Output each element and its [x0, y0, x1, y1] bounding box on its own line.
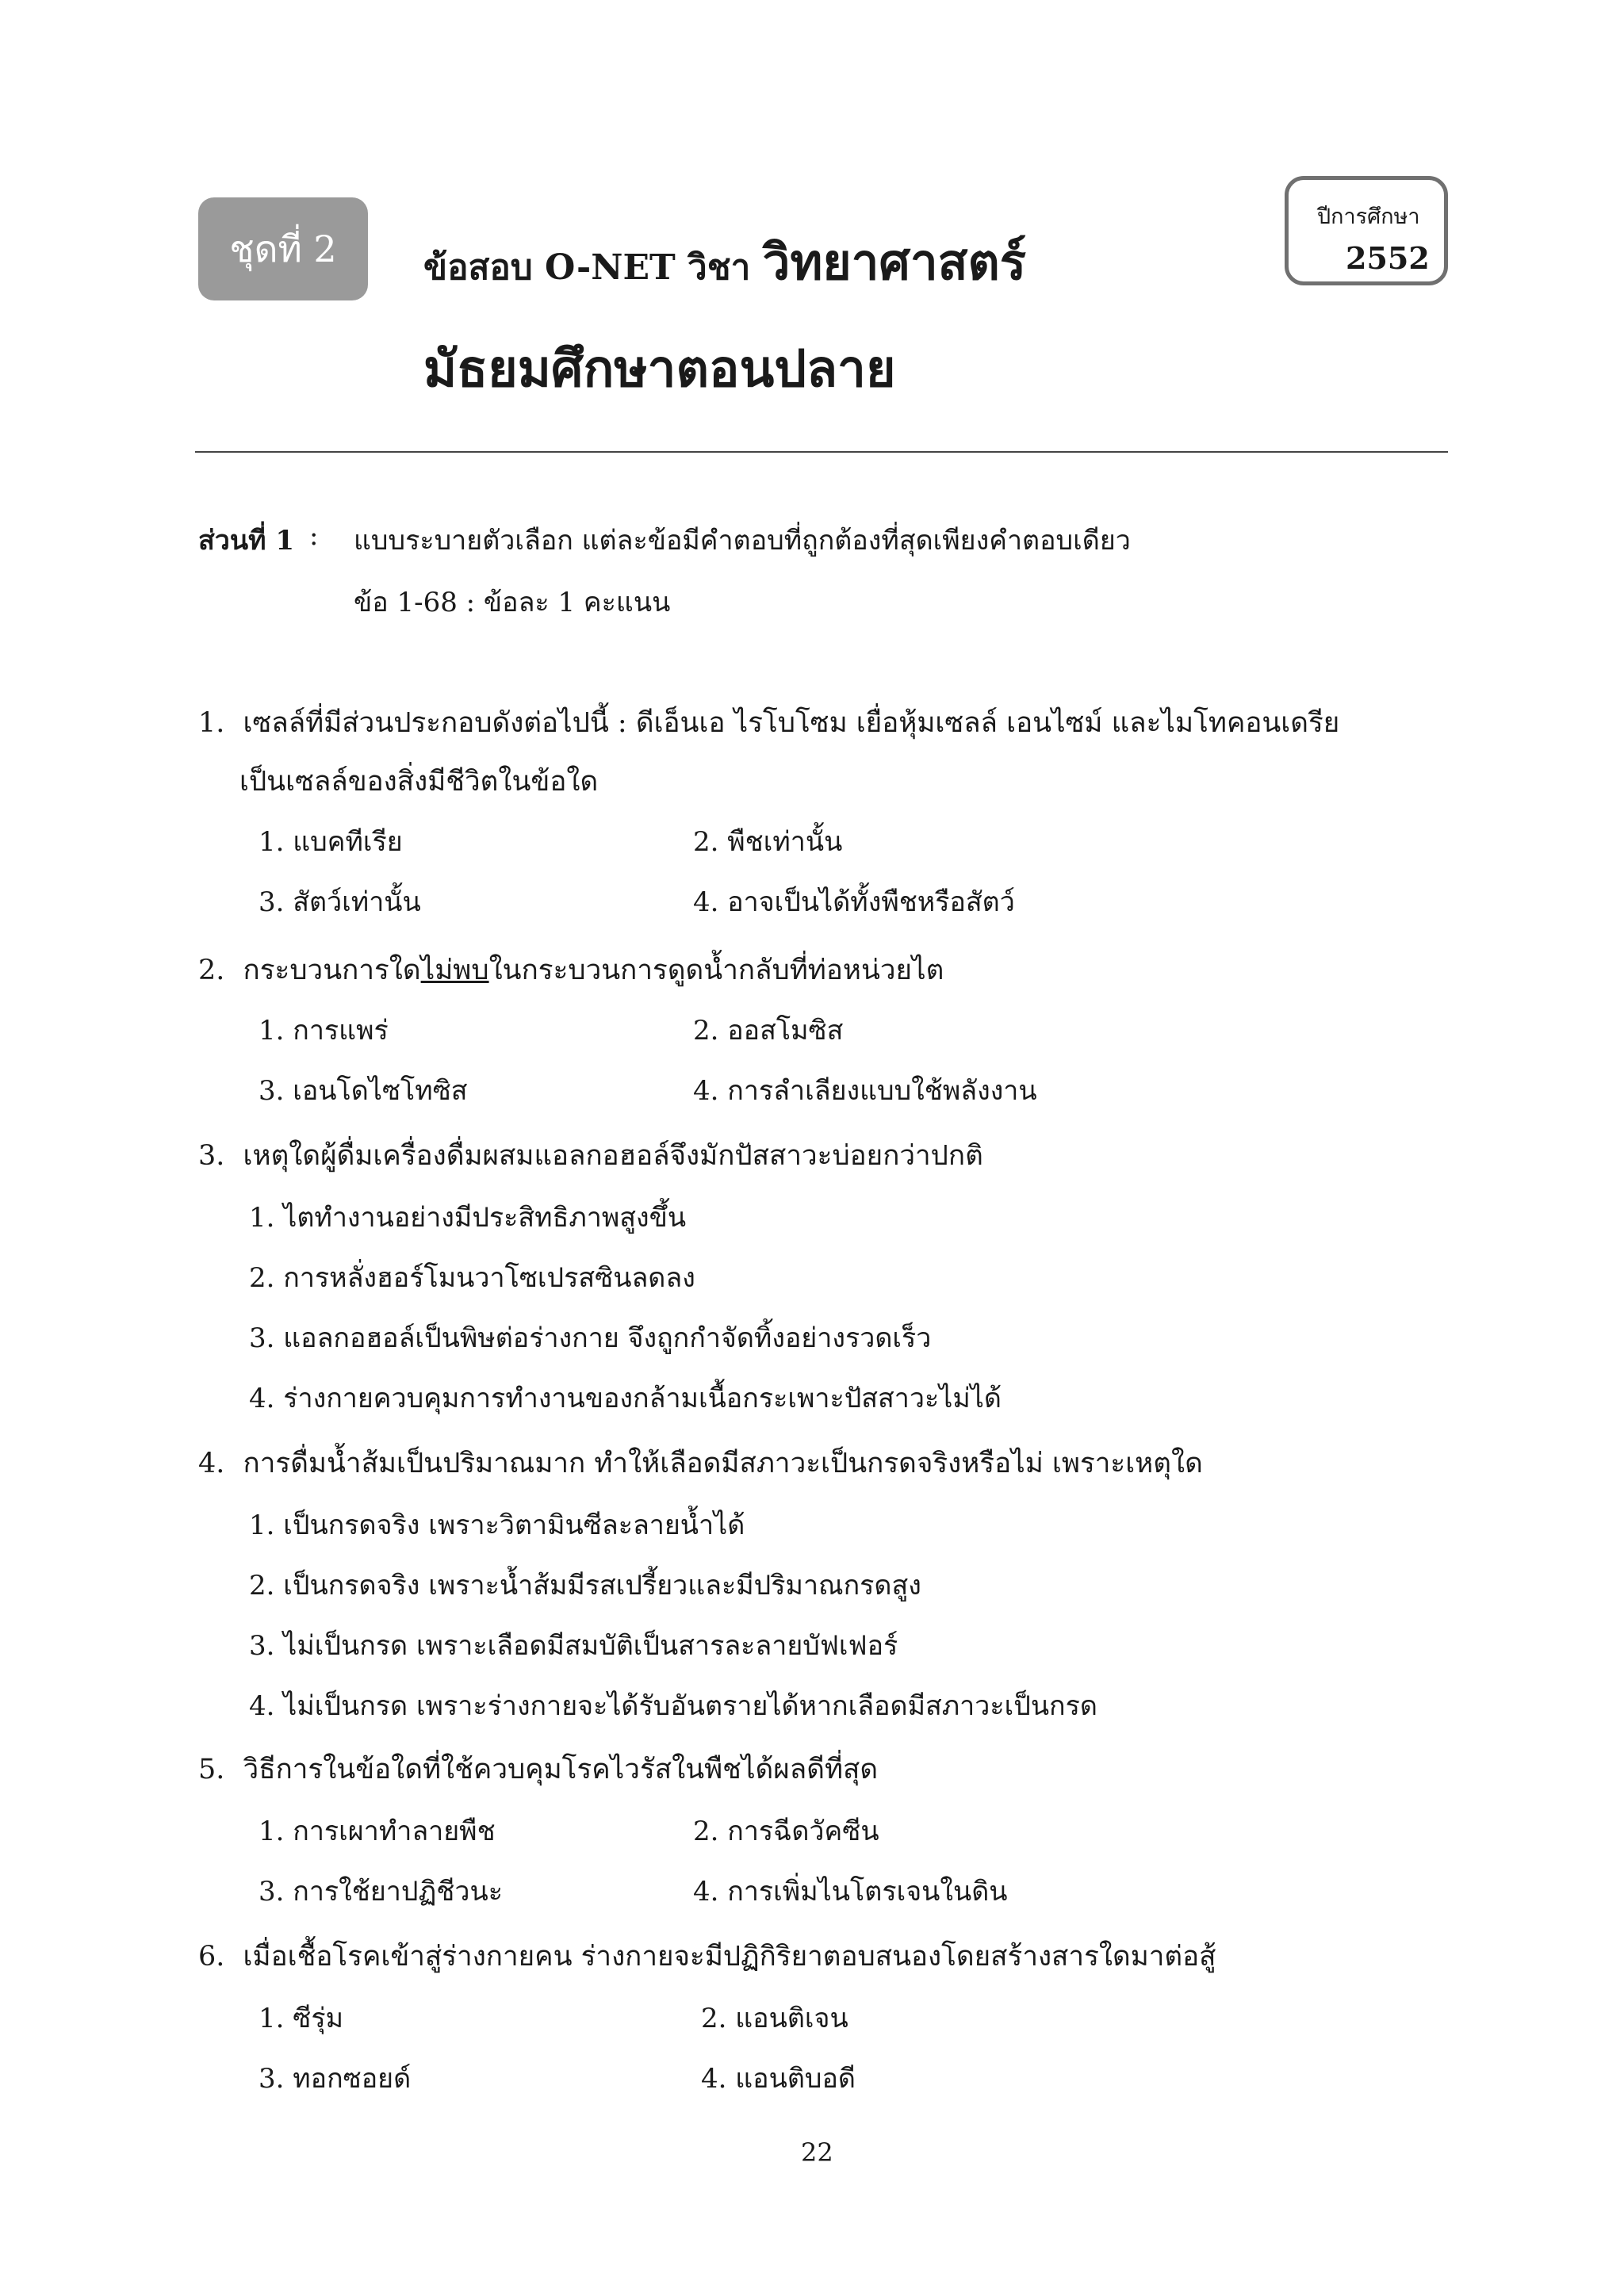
- question-1: [198, 701, 1339, 744]
- question-6: [198, 1934, 1216, 1978]
- question-number: 2.: [198, 955, 225, 986]
- set-label: ชุดที่ 2: [229, 227, 337, 270]
- question-6-option-3[interactable]: 3. ทอกซอยด์: [259, 2063, 412, 2095]
- question-3-option-1[interactable]: 1. ไตทำงานอย่างมีประสิทธิภาพสูงขึ้น: [249, 1202, 687, 1234]
- question-5: [198, 1747, 878, 1791]
- academic-year-label: ปีการศึกษา: [1317, 205, 1420, 229]
- question-4-option-2[interactable]: 2. เป็นกรดจริง เพราะน้ำส้มมีรสเปรี้ยวและมีปริมาณกรดสูง: [249, 1570, 921, 1601]
- exam-title: [423, 224, 1026, 301]
- header-divider: [195, 451, 1448, 453]
- question-5-option-2[interactable]: 2. การฉีดวัคซีน: [693, 1816, 879, 1847]
- question-number: 5.: [198, 1754, 225, 1785]
- question-number: 6.: [198, 1941, 225, 1973]
- question-6-option-2[interactable]: 2. แอนติเจน: [701, 2003, 848, 2034]
- exam-subject: วิทยาศาสตร์: [762, 233, 1027, 291]
- question-1-option-3[interactable]: 3. สัตว์เท่านั้น: [259, 886, 421, 918]
- academic-year-box: [1285, 176, 1448, 285]
- question-text-underlined: ไม่พบ: [420, 955, 489, 986]
- question-3-option-2[interactable]: 2. การหลั่งฮอร์โมนวาโซเปรสซินลดลง: [249, 1262, 695, 1294]
- question-text: เซลล์ที่มีส่วนประกอบดังต่อไปนี้ : ดีเอ็นเอ ไรโบโซม เยื่อหุ้มเซลล์ เอนไซม์ และไมโทคอนเดรีย: [243, 707, 1340, 739]
- section-scoring: ข้อ 1-68 : ข้อละ 1 คะแนน: [354, 587, 671, 618]
- question-1-line2: เป็นเซลล์ของสิ่งมีชีวิตในข้อใด: [239, 766, 599, 798]
- question-5-option-4[interactable]: 4. การเพิ่มไนโตรเจนในดิน: [693, 1876, 1008, 1908]
- section-colon: :: [309, 520, 319, 552]
- question-2-option-1[interactable]: 1. การแพร่: [259, 1015, 389, 1047]
- page-number: 22: [801, 2137, 833, 2168]
- question-number: 1.: [198, 707, 225, 739]
- question-3-option-3[interactable]: 3. แอลกอฮอล์เป็นพิษต่อร่างกาย จึงถูกกำจัดทิ้งอย่างรวดเร็ว: [249, 1322, 932, 1354]
- question-4-option-3[interactable]: 3. ไม่เป็นกรด เพราะเลือดมีสมบัติเป็นสารละลายบัฟเฟอร์: [249, 1630, 898, 1662]
- question-number: 4.: [198, 1448, 225, 1479]
- question-6-option-4[interactable]: 4. แอนติบอดี: [701, 2063, 856, 2095]
- question-text-after: ในกระบวนการดูดน้ำกลับที่ท่อหน่วยไต: [488, 955, 944, 986]
- question-1-option-1[interactable]: 1. แบคทีเรีย: [259, 826, 403, 858]
- section-label: ส่วนที่ 1: [198, 525, 294, 557]
- section-description: แบบระบายตัวเลือก แต่ละข้อมีคำตอบที่ถูกต้องที่สุดเพียงคำตอบเดียว: [354, 525, 1131, 557]
- question-2-option-2[interactable]: 2. ออสโมซิส: [693, 1015, 844, 1047]
- question-4: [198, 1441, 1203, 1485]
- question-1-option-2[interactable]: 2. พืชเท่านั้น: [693, 826, 843, 858]
- question-5-option-1[interactable]: 1. การเผาทำลายพืช: [259, 1816, 496, 1847]
- set-badge: [198, 197, 368, 300]
- question-5-option-3[interactable]: 3. การใช้ยาปฏิชีวนะ: [259, 1876, 503, 1908]
- question-text-before: กระบวนการใด: [243, 955, 421, 986]
- question-text: เหตุใดผู้ดื่มเครื่องดื่มผสมแอลกอฮอล์จึงมักปัสสาวะบ่อยกว่าปกติ: [243, 1140, 983, 1172]
- question-4-option-4[interactable]: 4. ไม่เป็นกรด เพราะร่างกายจะได้รับอันตรายได้หากเลือดมีสภาวะเป็นกรด: [249, 1690, 1097, 1722]
- question-text: เมื่อเชื้อโรคเข้าสู่ร่างกายคน ร่างกายจะมีปฏิกิริยาตอบสนองโดยสร้างสารใดมาต่อสู้: [243, 1941, 1216, 1973]
- question-text: วิธีการในข้อใดที่ใช้ควบคุมโรคไวรัสในพืชได้ผลดีที่สุด: [243, 1754, 879, 1785]
- question-3-option-4[interactable]: 4. ร่างกายควบคุมการทำงานของกล้ามเนื้อกระเพาะปัสสาวะไม่ได้: [249, 1383, 1002, 1414]
- exam-label: ข้อสอบ O-NET วิชา: [423, 247, 751, 288]
- question-2-option-4[interactable]: 4. การลำเลียงแบบใช้พลังงาน: [693, 1075, 1037, 1107]
- question-text: การดื่มน้ำส้มเป็นปริมาณมาก ทำให้เลือดมีสภาวะเป็นกรดจริงหรือไม่ เพราะเหตุใด: [243, 1448, 1203, 1479]
- question-2: [198, 948, 944, 992]
- question-1-option-4[interactable]: 4. อาจเป็นได้ทั้งพืชหรือสัตว์: [693, 886, 1015, 918]
- question-6-option-1[interactable]: 1. ซีรุ่ม: [259, 2003, 343, 2034]
- question-number: 3.: [198, 1140, 225, 1172]
- question-3: [198, 1134, 983, 1177]
- question-4-option-1[interactable]: 1. เป็นกรดจริง เพราะวิตามินซีละลายน้ำได้: [249, 1510, 745, 1541]
- exam-level: มัธยมศึกษาตอนปลาย: [423, 339, 896, 399]
- academic-year-value: 2552: [1346, 240, 1430, 276]
- question-2-option-3[interactable]: 3. เอนโดไซโทซิส: [259, 1075, 468, 1107]
